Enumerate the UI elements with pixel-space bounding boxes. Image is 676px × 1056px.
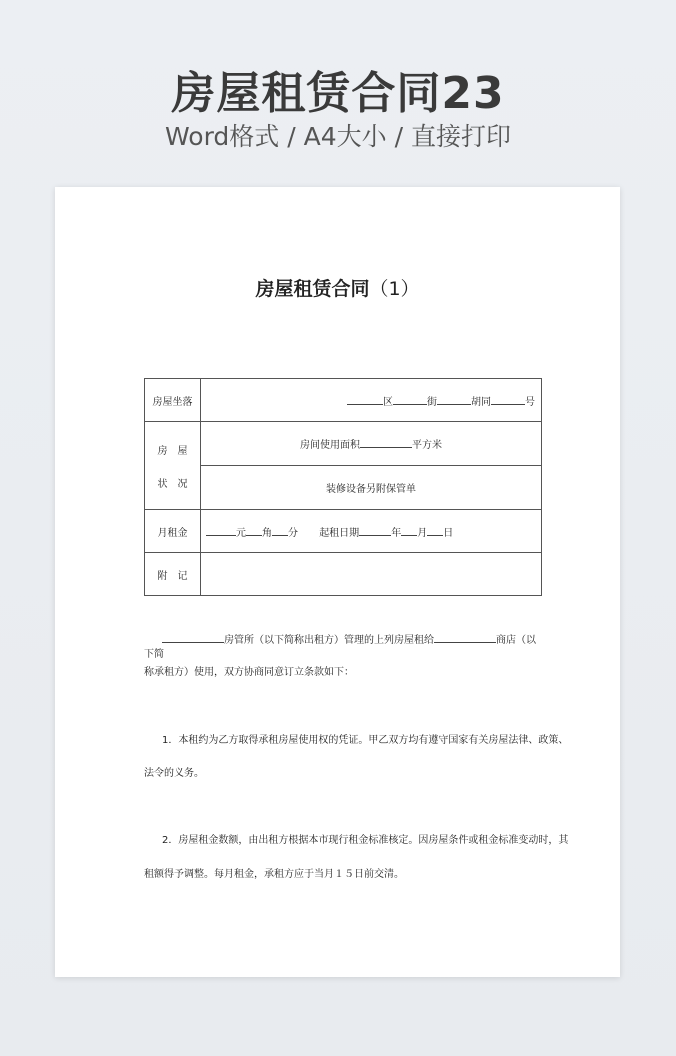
table-row [145, 510, 542, 553]
clause-1-line-2: 法令的义务。 [144, 768, 204, 779]
year-label: 年 [391, 527, 402, 539]
intro-text-1: 房管所（以下简称出租方）管理的上列房屋租给 [224, 635, 434, 646]
clause-2-line-1: 2．房屋租金数额，由出租方根据本市现行租金标准核定。因房屋条件或租金标准变动时，其 [162, 835, 569, 846]
fen-label: 分 [288, 527, 298, 539]
document-page [55, 187, 620, 977]
table-row [145, 422, 542, 466]
notes-cell [201, 553, 542, 596]
start-date-label: 起租日期 [319, 527, 360, 539]
banner-subtitle: Word格式 / A4大小 / 直接打印 [165, 122, 511, 151]
street-label: 街 [427, 396, 437, 408]
intro-text-2: 商店（以下简 [144, 635, 536, 660]
banner-title: 房屋租赁合同23 [171, 68, 505, 119]
notes-label: 附 记 [145, 553, 201, 596]
number-label: 号 [525, 396, 535, 408]
intro-line-2: 称承租方）使用，双方协商同意订立条款如下： [144, 667, 354, 678]
status-label-line1: 房 屋 [157, 445, 188, 457]
equipment-cell: 装修设备另附保管单 [201, 466, 542, 510]
rent-cell [201, 510, 542, 553]
address-cell [201, 379, 542, 422]
area-cell [201, 422, 542, 466]
house-info-table [144, 378, 542, 596]
district-label: 区 [383, 396, 393, 408]
table-row [145, 379, 542, 422]
hutong-label: 胡同 [471, 396, 491, 408]
document-title [55, 275, 620, 303]
clause-1-line-1: 1．本租约为乙方取得承租房屋使用权的凭证。甲乙双方均有遵守国家有关房屋法律、政策、 [162, 735, 569, 746]
rent-label: 月租金 [145, 510, 201, 553]
document-title-number: （1） [369, 278, 420, 300]
document-title-main: 房屋租赁合同 [255, 278, 370, 300]
intro-line-1 [144, 632, 542, 662]
location-label: 房屋坐落 [145, 379, 201, 422]
status-label-cell [145, 422, 201, 510]
yuan-label: 元 [236, 527, 246, 539]
area-unit: 平方米 [412, 440, 442, 451]
area-text: 房间使用面积 [300, 440, 360, 451]
table-row [145, 553, 542, 596]
clause-2-line-2: 租额得予调整。每月租金，承租方应于当月１５日前交清。 [144, 869, 404, 880]
status-label-line2: 状 况 [157, 478, 188, 490]
jiao-label: 角 [262, 527, 272, 539]
day-label: 日 [443, 527, 454, 539]
table-row [145, 466, 542, 510]
month-label: 月 [417, 527, 428, 539]
